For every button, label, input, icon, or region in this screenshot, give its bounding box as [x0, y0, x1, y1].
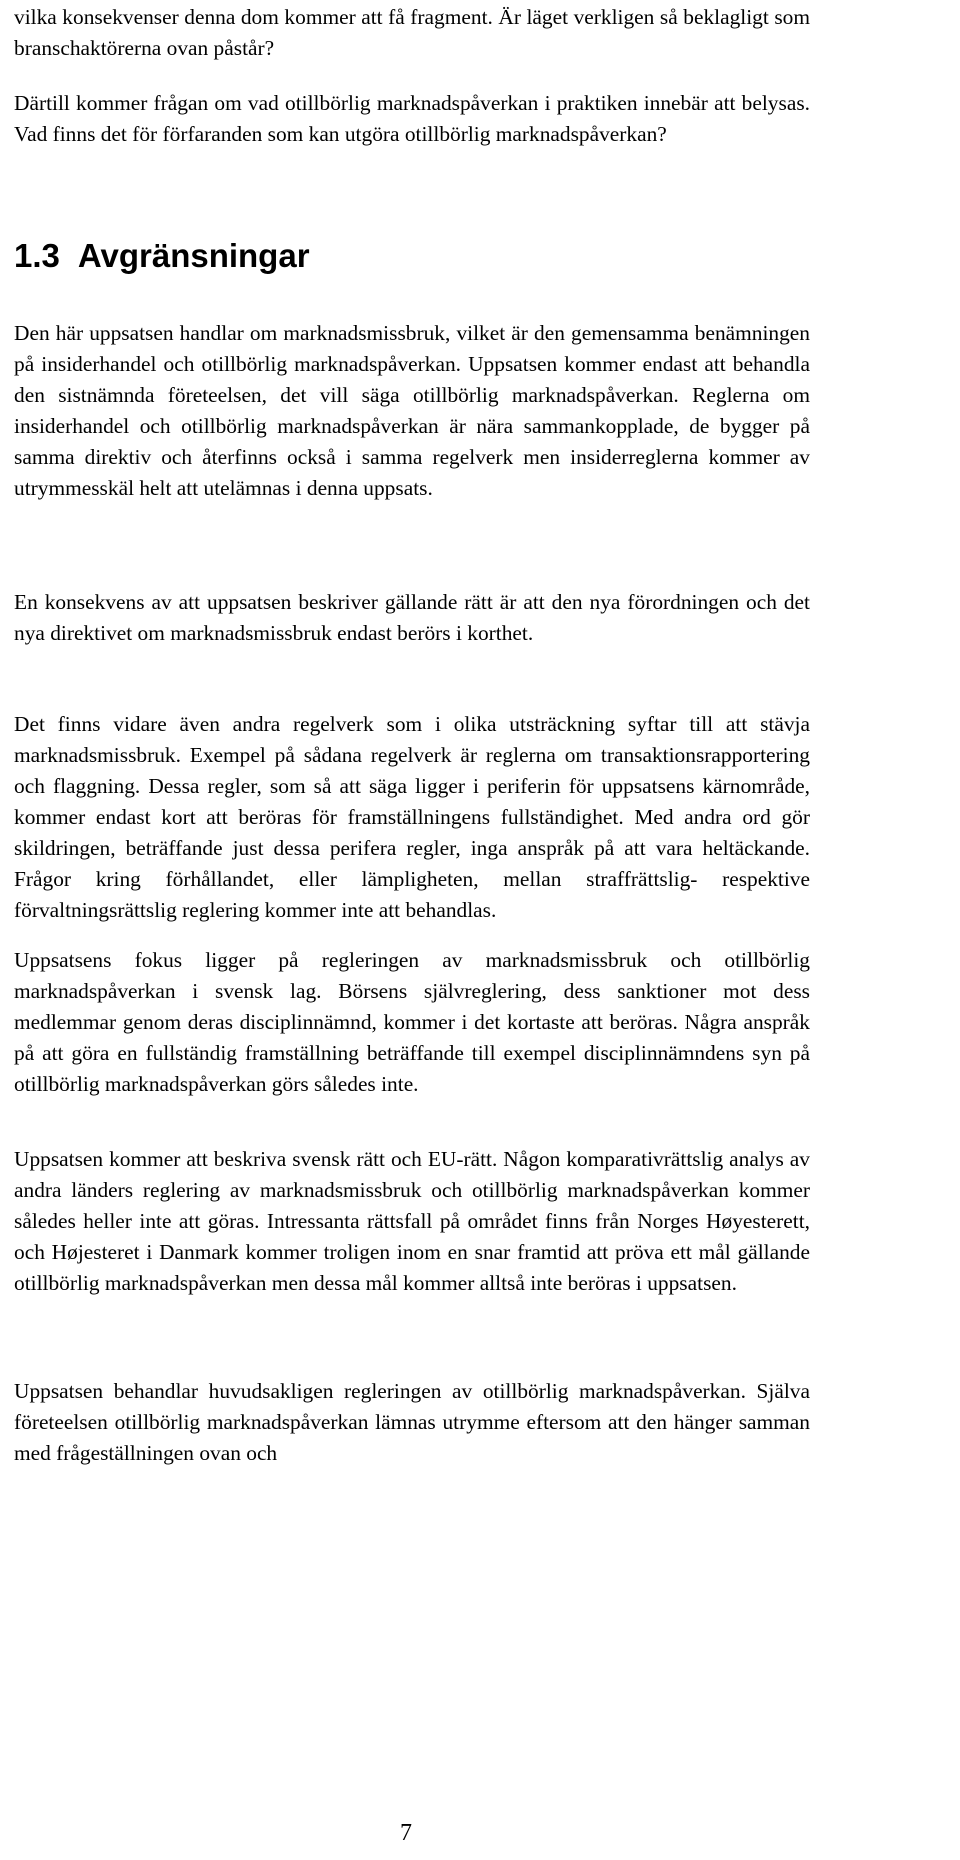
paragraph-intro-continued: vilka konsekvenser denna dom kommer att få fragment. Är läget verkligen så beklagligt som branschaktörerna ovan påstår? [14, 5, 810, 60]
paragraph-eu-law: Uppsatsen kommer att beskriva svensk rätt och EU-rätt. Någon komparativrättslig analys av andra länders reglering av marknadsmissbruk och otillbörlig marknadspåverkan kommer således heller inte att göras. Intressanta rättsfall på området finns från Norges Høyesterett, och Højesteret i Danmark kommer troligen inom en snar framtid att pröva ett mål gällande otillbörlig marknadspåverkan men dessa mål kommer alltså inte beröras i uppsatsen. [14, 1147, 810, 1295]
section-heading [14, 236, 310, 276]
section-title: Avgränsningar [77, 237, 310, 274]
paragraph-scope: Den här uppsatsen handlar om marknadsmissbruk, vilket är den gemensamma benämningen på insiderhandel och otillbörlig marknadspåverkan. Uppsatsen kommer endast att behandla den sistnämnda företeelsen, det vill säga otillbörlig marknadspåverkan. Reglerna om insiderhandel och otillbörlig marknadspåverkan är nära sammankopplade, de bygger på samma direktiv och återfinns också i samma regelverk men insiderreglerna kommer av utrymmesskäl helt att utelämnas i denna uppsats. [14, 321, 810, 500]
page-number: 7 [400, 1820, 412, 1846]
paragraph-focus: Uppsatsens fokus ligger på regleringen av marknadsmissbruk och otillbörlig marknadspåverkan i svensk lag. Börsens självreglering, dess sanktioner mot dess medlemmar genom deras disciplinnämnd, kommer i det kortaste att beröras. Några anspråk på att göra en fullständig framställning beträffande till exempel disciplinnämndens syn på otillbörlig marknadspåverkan görs således inte. [14, 948, 810, 1096]
section-number: 1.3 [14, 237, 60, 274]
paragraph-question: Därtill kommer frågan om vad otillbörlig marknadspåverkan i praktiken innebär att belysas. Vad finns det för förfaranden som kan utgöra otillbörlig marknadspåverkan? [14, 91, 810, 146]
paragraph-main-topic: Uppsatsen behandlar huvudsakligen regleringen av otillbörlig marknadspåverkan. Själva företeelsen otillbörlig marknadspåverkan lämnas utrymme eftersom att den hänger samman med frågeställningen ovan och [14, 1379, 810, 1465]
paragraph-other-regulations: Det finns vidare även andra regelverk som i olika utsträckning syftar till att stävja marknadsmissbruk. Exempel på sådana regelverk är reglerna om transaktionsrapportering och flaggning. Dessa regler, som så att säga ligger i periferin för uppsatsens kärnområde, kommer endast kort att beröras för framställningens fullständighet. Med andra ord gör skildringen, beträffande just dessa perifera regler, inga anspråk på att vara heltäckande. Frågor kring förhållandet, eller lämpligheten, mellan straffrättslig- respektive förvaltningsrättslig reglering kommer inte att behandlas. [14, 712, 810, 922]
paragraph-consequence: En konsekvens av att uppsatsen beskriver gällande rätt är att den nya förordningen och det nya direktivet om marknadsmissbruk endast berörs i korthet. [14, 590, 810, 645]
